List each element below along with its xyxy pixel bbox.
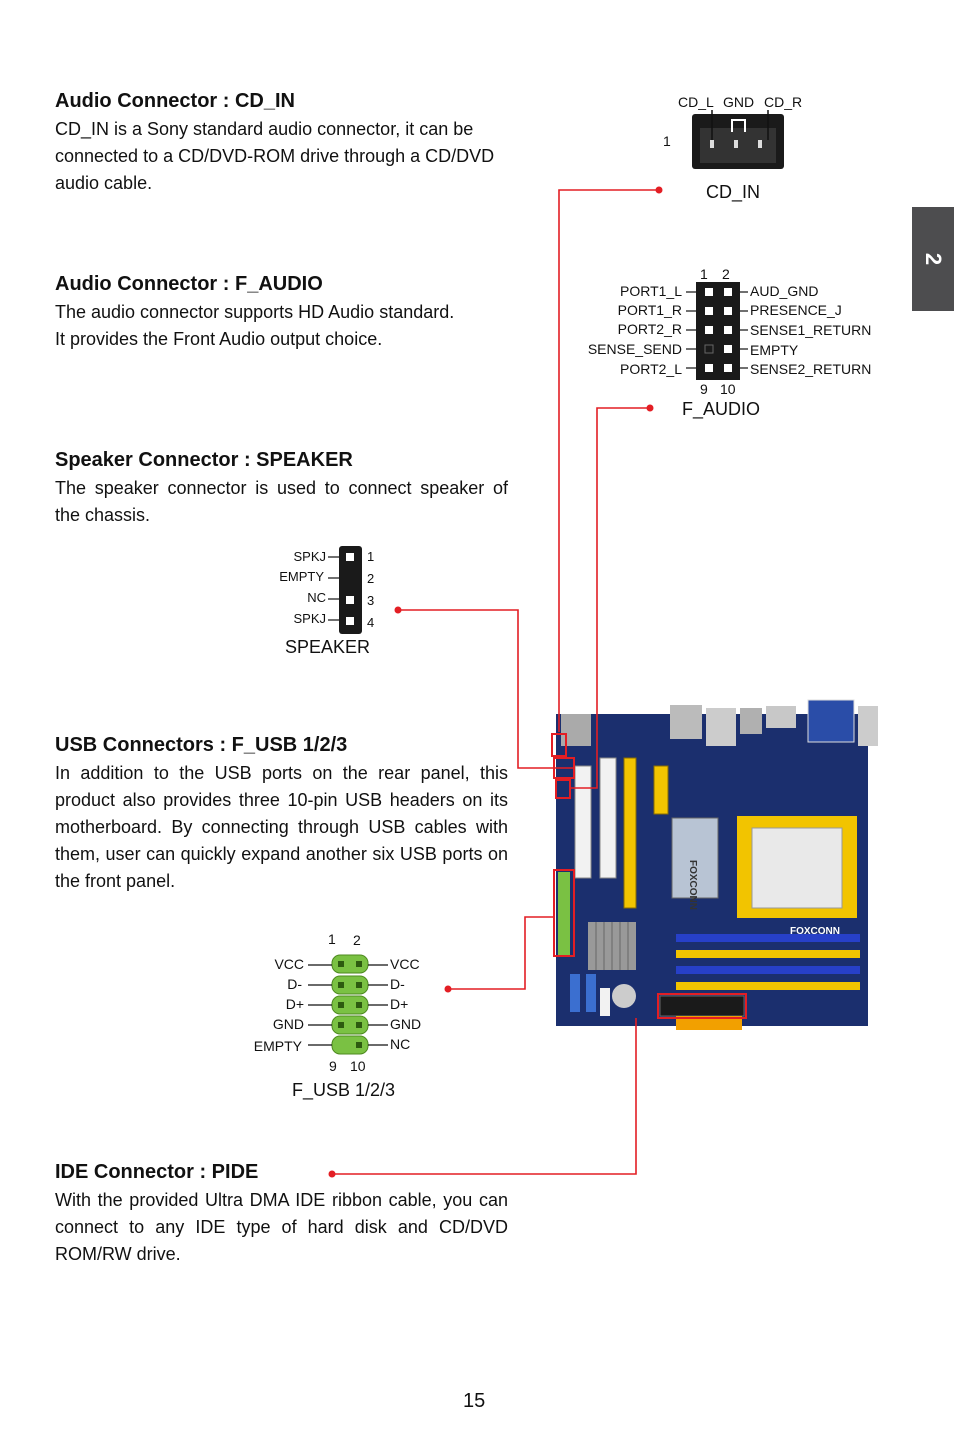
f-usb-pin-num: 2 [353,932,361,948]
f-audio-caption: F_AUDIO [682,399,761,419]
speaker-pin-num: 1 [367,549,375,564]
body-line: The audio connector supports HD Audio standard. [55,302,455,322]
speaker-pin-label: SPKJ [293,549,326,564]
f-audio-left-label: PORT2_L [620,361,682,377]
f-audio-pin-num: 2 [722,266,730,282]
speaker-caption: SPEAKER [285,637,371,657]
body-line: It provides the Front Audio output choice. [55,329,383,349]
f-usb-header [308,955,388,1054]
section-heading-cd-in: Audio Connector : CD_IN [55,90,295,112]
speaker-header [328,546,362,634]
f-audio-right-label: EMPTY [750,342,799,358]
f-audio-right-label: AUD_GND [750,283,819,299]
section-body-ide: With the provided Ultra DMA IDE ribbon cable, you can connect to any IDE type of hard disk and CD/DVD ROM/RW drive. [55,1190,508,1264]
speaker-pin-num: 4 [367,615,375,630]
f-audio-pin-num: 1 [700,266,708,282]
board-brand-pcb: FOXCONN [790,926,840,937]
f-usb-left-label: EMPTY [253,1038,302,1054]
speaker-pin-label: NC [307,590,326,605]
section-heading-speaker: Speaker Connector : SPEAKER [55,449,353,471]
f-audio-right-label: SENSE1_RETURN [750,322,872,338]
speaker-pin-num: 2 [367,571,375,586]
f-usb-pin-num: 9 [329,1058,337,1074]
f-usb-pin-num: 10 [350,1058,366,1074]
f-usb-right-label: VCC [390,956,420,972]
callout-lines [332,190,659,1174]
f-usb-right-label: GND [390,1016,422,1032]
board-brand-heatsink: FOXCONN [687,860,698,910]
cd-in-pin-label: CD_R [764,94,803,110]
f-usb-right-label: D+ [390,996,409,1012]
section-heading-ide: IDE Connector : PIDE [55,1161,259,1183]
f-usb-caption: F_USB 1/2/3 [292,1080,396,1100]
speaker-pin-num: 3 [367,593,375,608]
motherboard-image [552,700,878,1030]
f-usb-left-label: D+ [285,996,304,1012]
f-audio-left-label: PORT1_L [620,283,682,299]
chapter-tab-label: 2 [921,252,946,266]
f-usb-left-label: VCC [274,956,304,972]
f-audio-right-label: SENSE2_RETURN [750,361,872,377]
f-audio-header [686,282,748,380]
f-audio-right-label: PRESENCE_J [750,302,842,318]
f-audio-pin-num: 10 [720,381,736,397]
section-heading-usb: USB Connectors : F_USB 1/2/3 [55,734,348,756]
f-audio-left-label: SENSE_SEND [587,341,682,357]
f-usb-left-label: D- [287,976,302,992]
section-heading-f-audio: Audio Connector : F_AUDIO [55,273,323,295]
cd-in-connector [692,110,784,169]
cd-in-pin1-label: 1 [663,133,671,149]
page-number: 15 [463,1390,486,1412]
speaker-pin-label: EMPTY [279,569,324,584]
f-usb-right-label: D- [390,976,405,992]
f-audio-left-label: PORT2_R [617,321,682,337]
f-usb-pin-num: 1 [328,931,336,947]
f-audio-left-label: PORT1_R [617,302,682,318]
f-audio-pin-num: 9 [700,381,708,397]
cd-in-pin-label: GND [723,94,755,110]
body-line: CD_IN is a Sony standard audio connector, it can be [55,119,474,139]
f-usb-right-label: NC [390,1036,411,1052]
speaker-pin-label: SPKJ [293,611,326,626]
cd-in-pin-label: CD_L [678,94,714,110]
section-body-usb: In addition to the USB ports on the rear panel, this product also provides three 10-pin USB headers on its motherboard. By connecting through USB cables with them, user can quickly expand another six USB ports on the front panel. [55,763,508,891]
cd-in-caption: CD_IN [706,182,761,202]
f-usb-left-label: GND [272,1016,304,1032]
section-body-speaker: The speaker connector is used to connect speaker of the chassis. [55,478,508,525]
body-line: audio cable. [55,173,153,193]
body-line: connected to a CD/DVD-ROM drive through a CD/DVD [55,146,495,166]
